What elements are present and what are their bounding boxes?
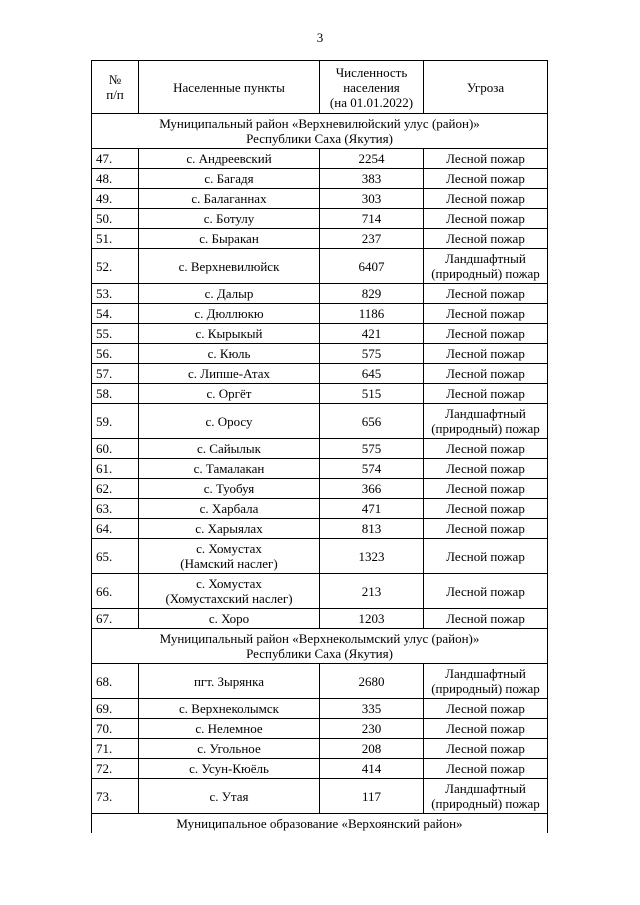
threat-type-line1: Ландшафтный bbox=[445, 251, 526, 266]
row-number: 64. bbox=[92, 519, 139, 539]
settlement-name: с. Утая bbox=[139, 779, 320, 814]
settlement-name: с. Верхневилюйск bbox=[139, 249, 320, 284]
row-number: 61. bbox=[92, 459, 139, 479]
threat-type bbox=[424, 404, 548, 439]
header-settlement: Населенные пункты bbox=[139, 61, 320, 114]
table-row bbox=[92, 699, 548, 719]
row-number: 62. bbox=[92, 479, 139, 499]
population-value: 414 bbox=[320, 759, 424, 779]
page-number: 3 bbox=[316, 30, 324, 45]
population-value: 237 bbox=[320, 229, 424, 249]
section-title-line1: Муниципальное образование «Верхоянский район» bbox=[176, 816, 463, 831]
row-number: 68. bbox=[92, 664, 139, 699]
table-row bbox=[92, 719, 548, 739]
settlement-name: с. Липше-Атах bbox=[139, 364, 320, 384]
threat-type: Лесной пожар bbox=[424, 324, 548, 344]
threat-type: Лесной пожар bbox=[424, 384, 548, 404]
table-row bbox=[92, 499, 548, 519]
threat-type-line2: (природный) пожар bbox=[431, 266, 540, 281]
row-number: 54. bbox=[92, 304, 139, 324]
threat-type: Лесной пожар bbox=[424, 304, 548, 324]
header-population-line1: Численность bbox=[335, 64, 408, 80]
population-value: 574 bbox=[320, 459, 424, 479]
population-value: 645 bbox=[320, 364, 424, 384]
threat-type-line2: (природный) пожар bbox=[431, 796, 540, 811]
row-number: 53. bbox=[92, 284, 139, 304]
header-population-line2: населения bbox=[343, 79, 400, 95]
threat-type bbox=[424, 249, 548, 284]
population-value: 1186 bbox=[320, 304, 424, 324]
threat-type: Лесной пожар bbox=[424, 284, 548, 304]
settlement-name-line2: (Хомустахский наслег) bbox=[165, 591, 293, 606]
threat-type-line1: Ландшафтный bbox=[445, 666, 526, 681]
row-number: 49. bbox=[92, 189, 139, 209]
threat-type: Лесной пожар bbox=[424, 439, 548, 459]
row-number: 70. bbox=[92, 719, 139, 739]
table-row bbox=[92, 189, 548, 209]
settlement-name: с. Далыр bbox=[139, 284, 320, 304]
table-body bbox=[92, 61, 548, 834]
table-row bbox=[92, 739, 548, 759]
row-number: 48. bbox=[92, 169, 139, 189]
settlement-name: с. Нелемное bbox=[139, 719, 320, 739]
table-header-row bbox=[92, 61, 548, 114]
header-num-line2: п/п bbox=[106, 87, 124, 102]
header-population-line3: (на 01.01.2022) bbox=[329, 94, 414, 110]
section-title-line2: Республики Саха (Якутия) bbox=[246, 131, 393, 146]
threat-type bbox=[424, 664, 548, 699]
population-value: 230 bbox=[320, 719, 424, 739]
threat-type-line2: (природный) пожар bbox=[431, 421, 540, 436]
threat-type: Лесной пожар bbox=[424, 539, 548, 574]
threat-type bbox=[424, 779, 548, 814]
population-value: 714 bbox=[320, 209, 424, 229]
settlement-name: с. Хоро bbox=[139, 609, 320, 629]
settlement-name: с. Усун-Кюёль bbox=[139, 759, 320, 779]
threat-type-line1: Ландшафтный bbox=[445, 781, 526, 796]
threat-type: Лесной пожар bbox=[424, 739, 548, 759]
settlement-name: с. Оргёт bbox=[139, 384, 320, 404]
settlement-name: с. Балаганнах bbox=[139, 189, 320, 209]
threat-type: Лесной пожар bbox=[424, 699, 548, 719]
settlement-name: с. Андреевский bbox=[139, 149, 320, 169]
population-value: 383 bbox=[320, 169, 424, 189]
section-title-line2: Республики Саха (Якутия) bbox=[246, 646, 393, 661]
threat-type: Лесной пожар bbox=[424, 459, 548, 479]
table-row bbox=[92, 574, 548, 609]
row-number: 55. bbox=[92, 324, 139, 344]
table-row bbox=[92, 519, 548, 539]
settlement-name: с. Багадя bbox=[139, 169, 320, 189]
table-row bbox=[92, 149, 548, 169]
settlement-name-line1: с. Хомустах bbox=[196, 576, 262, 591]
section-title-line1: Муниципальный район «Верхнеколымский улус (район)» bbox=[159, 631, 480, 646]
section-title bbox=[92, 814, 548, 834]
table-row bbox=[92, 324, 548, 344]
population-value: 2680 bbox=[320, 664, 424, 699]
settlement-name: с. Кюль bbox=[139, 344, 320, 364]
table-row bbox=[92, 609, 548, 629]
settlement-name: пгт. Зырянка bbox=[139, 664, 320, 699]
threat-type: Лесной пожар bbox=[424, 149, 548, 169]
threat-type: Лесной пожар bbox=[424, 609, 548, 629]
row-number: 72. bbox=[92, 759, 139, 779]
row-number: 52. bbox=[92, 249, 139, 284]
population-value: 829 bbox=[320, 284, 424, 304]
header-population bbox=[320, 61, 424, 114]
header-threat: Угроза bbox=[424, 61, 548, 114]
population-value: 303 bbox=[320, 189, 424, 209]
settlement-name: с. Кырыкый bbox=[139, 324, 320, 344]
settlement-name: с. Дюллюкю bbox=[139, 304, 320, 324]
section-header-row bbox=[92, 814, 548, 834]
settlements-table bbox=[91, 60, 548, 833]
table-row bbox=[92, 479, 548, 499]
settlement-name: с. Ботулу bbox=[139, 209, 320, 229]
row-number: 65. bbox=[92, 539, 139, 574]
population-value: 117 bbox=[320, 779, 424, 814]
row-number: 47. bbox=[92, 149, 139, 169]
row-number: 71. bbox=[92, 739, 139, 759]
population-value: 813 bbox=[320, 519, 424, 539]
section-header-row bbox=[92, 114, 548, 149]
settlement-name: с. Быракан bbox=[139, 229, 320, 249]
population-value: 1203 bbox=[320, 609, 424, 629]
population-value: 208 bbox=[320, 739, 424, 759]
threat-type: Лесной пожар bbox=[424, 499, 548, 519]
population-value: 421 bbox=[320, 324, 424, 344]
table-row bbox=[92, 439, 548, 459]
table-row bbox=[92, 539, 548, 574]
row-number: 57. bbox=[92, 364, 139, 384]
settlement-name bbox=[139, 574, 320, 609]
threat-type: Лесной пожар bbox=[424, 229, 548, 249]
threat-type: Лесной пожар bbox=[424, 479, 548, 499]
table-row bbox=[92, 169, 548, 189]
section-title bbox=[92, 629, 548, 664]
table-row bbox=[92, 344, 548, 364]
table-row bbox=[92, 459, 548, 479]
threat-type: Лесной пожар bbox=[424, 719, 548, 739]
settlement-name: с. Туобуя bbox=[139, 479, 320, 499]
threat-type: Лесной пожар bbox=[424, 344, 548, 364]
row-number: 59. bbox=[92, 404, 139, 439]
settlement-name: с. Сайылык bbox=[139, 439, 320, 459]
row-number: 73. bbox=[92, 779, 139, 814]
threat-type: Лесной пожар bbox=[424, 209, 548, 229]
table-row bbox=[92, 779, 548, 814]
population-value: 656 bbox=[320, 404, 424, 439]
settlement-name: с. Харыялах bbox=[139, 519, 320, 539]
row-number: 56. bbox=[92, 344, 139, 364]
population-value: 6407 bbox=[320, 249, 424, 284]
section-header-row bbox=[92, 629, 548, 664]
population-value: 575 bbox=[320, 439, 424, 459]
table-row bbox=[92, 364, 548, 384]
population-value: 1323 bbox=[320, 539, 424, 574]
threat-type: Лесной пожар bbox=[424, 364, 548, 384]
row-number: 63. bbox=[92, 499, 139, 519]
table-row bbox=[92, 249, 548, 284]
settlement-name-line1: с. Хомустах bbox=[196, 541, 262, 556]
settlement-name: с. Угольное bbox=[139, 739, 320, 759]
threat-type-line2: (природный) пожар bbox=[431, 681, 540, 696]
row-number: 67. bbox=[92, 609, 139, 629]
threat-type: Лесной пожар bbox=[424, 519, 548, 539]
population-value: 366 bbox=[320, 479, 424, 499]
row-number: 51. bbox=[92, 229, 139, 249]
section-title-line1: Муниципальный район «Верхневилюйский улус (район)» bbox=[159, 116, 480, 131]
threat-type: Лесной пожар bbox=[424, 189, 548, 209]
table-row bbox=[92, 229, 548, 249]
population-value: 2254 bbox=[320, 149, 424, 169]
population-value: 213 bbox=[320, 574, 424, 609]
row-number: 50. bbox=[92, 209, 139, 229]
population-value: 471 bbox=[320, 499, 424, 519]
table-row bbox=[92, 404, 548, 439]
threat-type: Лесной пожар bbox=[424, 169, 548, 189]
settlement-name: с. Харбала bbox=[139, 499, 320, 519]
header-num-line1: № bbox=[108, 72, 122, 87]
table-row bbox=[92, 759, 548, 779]
row-number: 69. bbox=[92, 699, 139, 719]
threat-type-line1: Ландшафтный bbox=[445, 406, 526, 421]
settlement-name: с. Тамалакан bbox=[139, 459, 320, 479]
section-title bbox=[92, 114, 548, 149]
threat-type: Лесной пожар bbox=[424, 759, 548, 779]
table-row bbox=[92, 304, 548, 324]
settlement-name: с. Оросу bbox=[139, 404, 320, 439]
population-value: 515 bbox=[320, 384, 424, 404]
header-num bbox=[92, 61, 139, 114]
population-value: 335 bbox=[320, 699, 424, 719]
threat-type: Лесной пожар bbox=[424, 574, 548, 609]
row-number: 58. bbox=[92, 384, 139, 404]
table-row bbox=[92, 664, 548, 699]
row-number: 66. bbox=[92, 574, 139, 609]
settlement-name: с. Верхнеколымск bbox=[139, 699, 320, 719]
settlement-name-line2: (Намский наслег) bbox=[180, 556, 278, 571]
settlement-name bbox=[139, 539, 320, 574]
population-value: 575 bbox=[320, 344, 424, 364]
table-row bbox=[92, 209, 548, 229]
table-row bbox=[92, 284, 548, 304]
table-row bbox=[92, 384, 548, 404]
row-number: 60. bbox=[92, 439, 139, 459]
